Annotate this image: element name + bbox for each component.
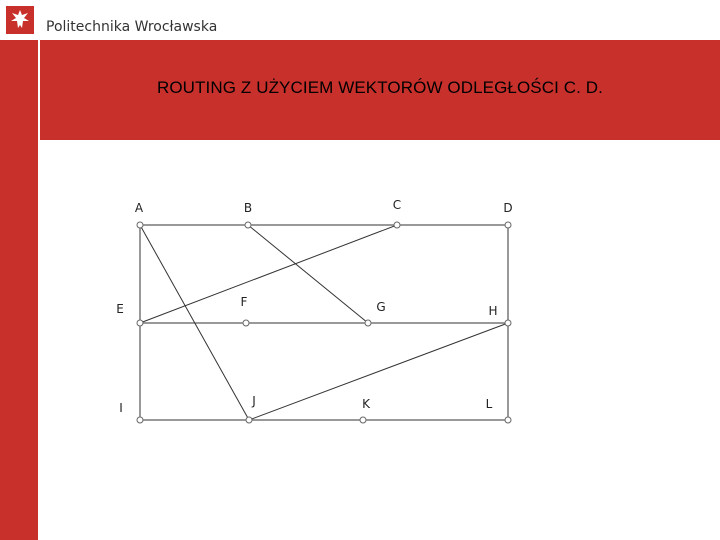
node-label-c: C — [392, 198, 402, 212]
node-h — [505, 320, 511, 326]
edge-j-h — [249, 323, 508, 420]
node-d — [505, 222, 511, 228]
edges-layer — [140, 225, 508, 420]
node-b — [245, 222, 251, 228]
node-label-a: A — [134, 201, 144, 215]
node-label-k: K — [362, 397, 370, 411]
node-c — [394, 222, 400, 228]
node-f — [243, 320, 249, 326]
node-label-f: F — [240, 295, 248, 309]
edge-e-c — [140, 225, 397, 323]
node-k — [360, 417, 366, 423]
labels-layer — [116, 198, 512, 415]
node-label-b: B — [243, 201, 253, 215]
node-label-d: D — [503, 201, 513, 215]
node-l — [505, 417, 511, 423]
node-label-j: J — [252, 394, 256, 408]
node-label-g: G — [376, 300, 386, 314]
node-label-i: I — [119, 401, 123, 415]
node-a — [137, 222, 143, 228]
node-g — [365, 320, 371, 326]
node-label-h: H — [488, 304, 498, 318]
node-label-l: L — [485, 397, 493, 411]
node-i — [137, 417, 143, 423]
node-e — [137, 320, 143, 326]
slide-title: ROUTING Z UŻYCIEM WEKTORÓW ODLEGŁOŚCI C. D. — [156, 78, 603, 97]
node-j — [246, 417, 252, 423]
node-label-e: E — [116, 302, 124, 316]
edge-b-g — [248, 225, 368, 323]
brand-name: Politechnika Wrocławska — [46, 19, 218, 35]
